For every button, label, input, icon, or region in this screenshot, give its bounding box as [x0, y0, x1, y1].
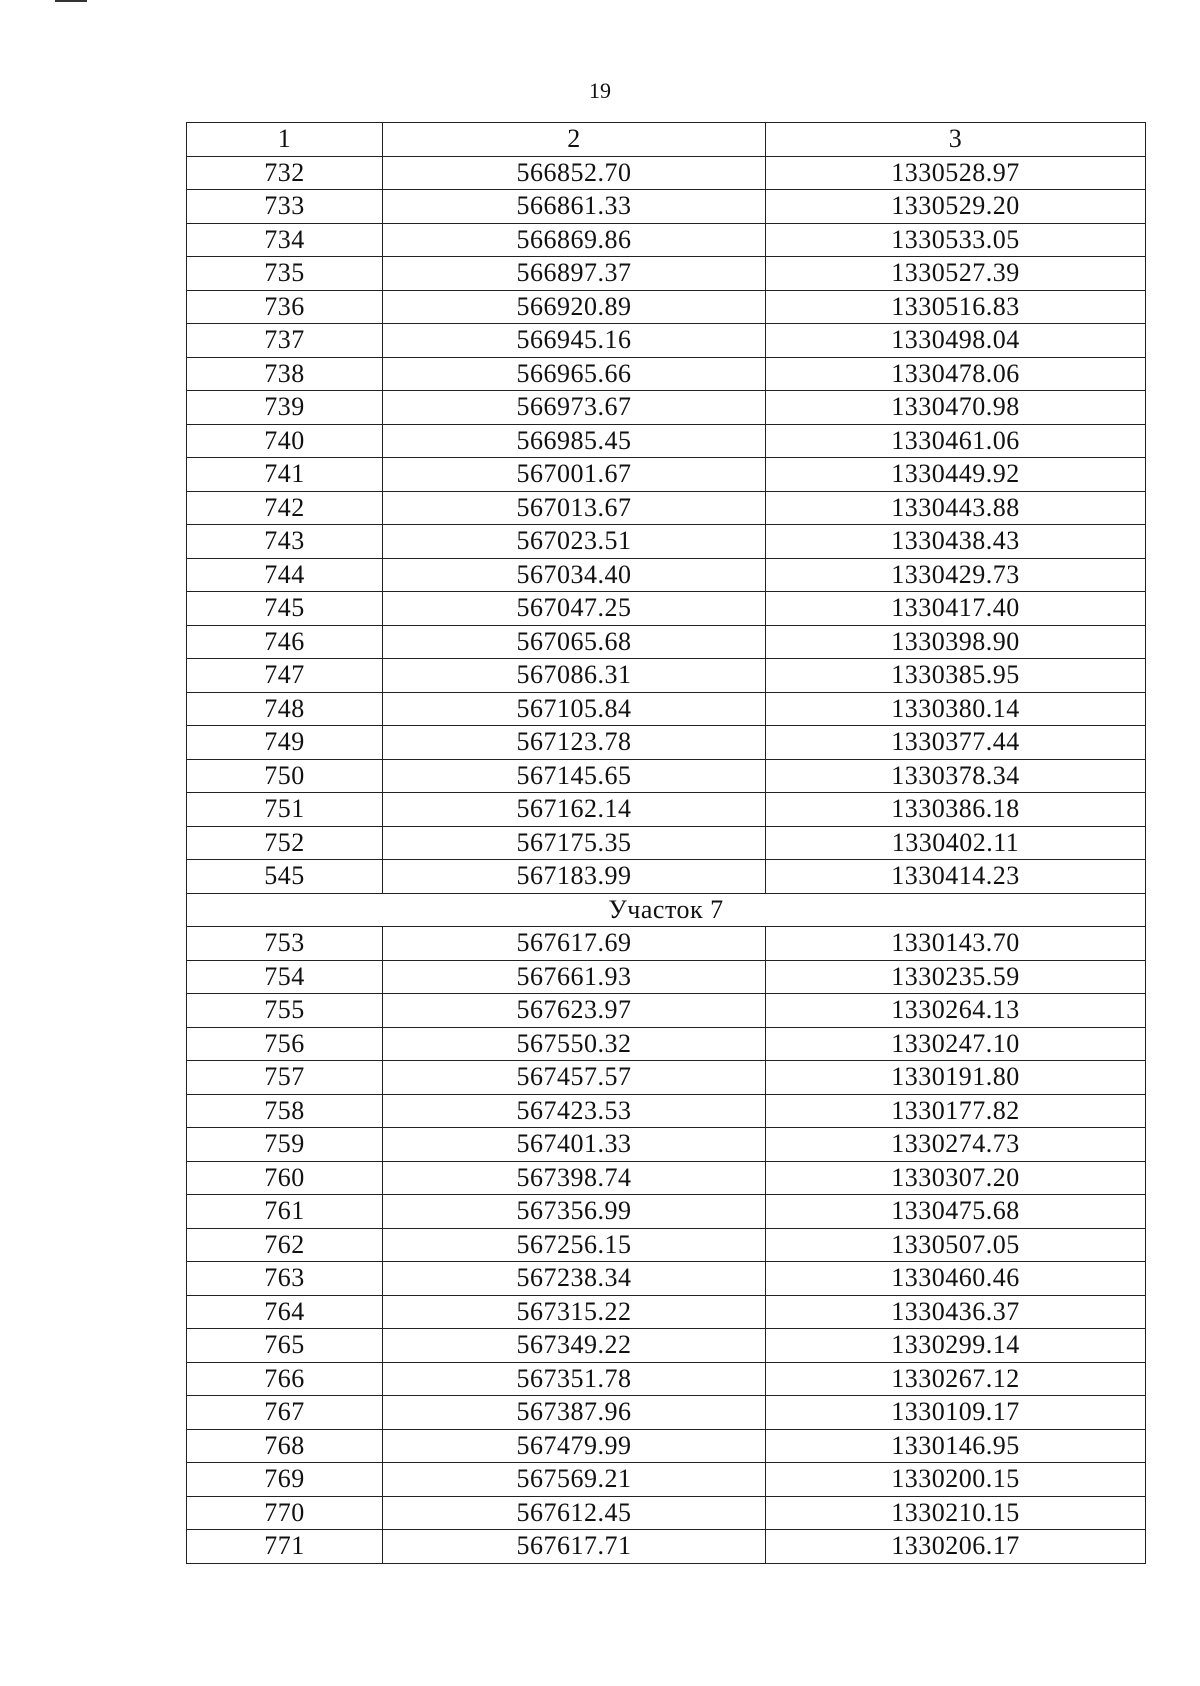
x-coordinate-cell: 567569.21 [383, 1463, 766, 1497]
x-coordinate-cell: 566861.33 [383, 190, 766, 224]
point-number-cell: 766 [187, 1362, 383, 1396]
point-number-cell: 759 [187, 1128, 383, 1162]
point-number-cell: 770 [187, 1496, 383, 1530]
header-row [187, 123, 1146, 157]
y-coordinate-cell: 1330299.14 [766, 1329, 1146, 1363]
table-row [187, 1362, 1146, 1396]
point-number-cell: 752 [187, 826, 383, 860]
table-row [187, 1295, 1146, 1329]
table-row [187, 491, 1146, 525]
table-row [187, 960, 1146, 994]
y-coordinate-cell: 1330377.44 [766, 726, 1146, 760]
point-number-cell: 762 [187, 1228, 383, 1262]
point-number-cell: 733 [187, 190, 383, 224]
y-coordinate-cell: 1330200.15 [766, 1463, 1146, 1497]
point-number-cell: 746 [187, 625, 383, 659]
point-number-cell: 737 [187, 324, 383, 358]
y-coordinate-cell: 1330143.70 [766, 927, 1146, 961]
y-coordinate-cell: 1330414.23 [766, 860, 1146, 894]
point-number-cell: 747 [187, 659, 383, 693]
y-coordinate-cell: 1330449.92 [766, 458, 1146, 492]
x-coordinate-cell: 567047.25 [383, 592, 766, 626]
x-coordinate-cell: 567086.31 [383, 659, 766, 693]
x-coordinate-cell: 567034.40 [383, 558, 766, 592]
table-row [187, 994, 1146, 1028]
x-coordinate-cell: 566965.66 [383, 357, 766, 391]
point-number-cell: 745 [187, 592, 383, 626]
y-coordinate-cell: 1330516.83 [766, 290, 1146, 324]
y-coordinate-cell: 1330378.34 [766, 759, 1146, 793]
x-coordinate-cell: 567001.67 [383, 458, 766, 492]
point-number-cell: 771 [187, 1530, 383, 1564]
section-title-row [187, 893, 1146, 927]
x-coordinate-cell: 567387.96 [383, 1396, 766, 1430]
y-coordinate-cell: 1330386.18 [766, 793, 1146, 827]
x-coordinate-cell: 567612.45 [383, 1496, 766, 1530]
y-coordinate-cell: 1330498.04 [766, 324, 1146, 358]
y-coordinate-cell: 1330436.37 [766, 1295, 1146, 1329]
table-row [187, 1228, 1146, 1262]
header-cell-2: 2 [383, 123, 766, 157]
x-coordinate-cell: 567356.99 [383, 1195, 766, 1229]
y-coordinate-cell: 1330443.88 [766, 491, 1146, 525]
x-coordinate-cell: 567238.34 [383, 1262, 766, 1296]
y-coordinate-cell: 1330210.15 [766, 1496, 1146, 1530]
x-coordinate-cell: 567183.99 [383, 860, 766, 894]
y-coordinate-cell: 1330475.68 [766, 1195, 1146, 1229]
y-coordinate-cell: 1330402.11 [766, 826, 1146, 860]
point-number-cell: 758 [187, 1094, 383, 1128]
y-coordinate-cell: 1330460.46 [766, 1262, 1146, 1296]
table-row [187, 1094, 1146, 1128]
point-number-cell: 757 [187, 1061, 383, 1095]
x-coordinate-cell: 566945.16 [383, 324, 766, 358]
x-coordinate-cell: 567617.69 [383, 927, 766, 961]
table-row [187, 1262, 1146, 1296]
y-coordinate-cell: 1330109.17 [766, 1396, 1146, 1430]
table-row [187, 1329, 1146, 1363]
y-coordinate-cell: 1330206.17 [766, 1530, 1146, 1564]
table-row [187, 726, 1146, 760]
x-coordinate-cell: 567398.74 [383, 1161, 766, 1195]
point-number-cell: 754 [187, 960, 383, 994]
x-coordinate-cell: 567550.32 [383, 1027, 766, 1061]
point-number-cell: 545 [187, 860, 383, 894]
table-row [187, 391, 1146, 425]
y-coordinate-cell: 1330267.12 [766, 1362, 1146, 1396]
table-row [187, 1128, 1146, 1162]
y-coordinate-cell: 1330264.13 [766, 994, 1146, 1028]
point-number-cell: 734 [187, 223, 383, 257]
table-row [187, 860, 1146, 894]
x-coordinate-cell: 566985.45 [383, 424, 766, 458]
point-number-cell: 763 [187, 1262, 383, 1296]
point-number-cell: 743 [187, 525, 383, 559]
x-coordinate-cell: 566869.86 [383, 223, 766, 257]
point-number-cell: 742 [187, 491, 383, 525]
y-coordinate-cell: 1330380.14 [766, 692, 1146, 726]
point-number-cell: 739 [187, 391, 383, 425]
x-coordinate-cell: 567123.78 [383, 726, 766, 760]
table-row [187, 1396, 1146, 1430]
point-number-cell: 736 [187, 290, 383, 324]
table-row [187, 290, 1146, 324]
table-row [187, 759, 1146, 793]
point-number-cell: 767 [187, 1396, 383, 1430]
point-number-cell: 765 [187, 1329, 383, 1363]
point-number-cell: 732 [187, 156, 383, 190]
y-coordinate-cell: 1330191.80 [766, 1061, 1146, 1095]
table-row [187, 1530, 1146, 1564]
point-number-cell: 768 [187, 1429, 383, 1463]
x-coordinate-cell: 567256.15 [383, 1228, 766, 1262]
x-coordinate-cell: 567023.51 [383, 525, 766, 559]
x-coordinate-cell: 567175.35 [383, 826, 766, 860]
x-coordinate-cell: 567162.14 [383, 793, 766, 827]
y-coordinate-cell: 1330247.10 [766, 1027, 1146, 1061]
y-coordinate-cell: 1330177.82 [766, 1094, 1146, 1128]
x-coordinate-cell: 567423.53 [383, 1094, 766, 1128]
point-number-cell: 755 [187, 994, 383, 1028]
x-coordinate-cell: 567623.97 [383, 994, 766, 1028]
header-cell-3: 3 [766, 123, 1146, 157]
table-row [187, 692, 1146, 726]
y-coordinate-cell: 1330429.73 [766, 558, 1146, 592]
x-coordinate-cell: 566852.70 [383, 156, 766, 190]
y-coordinate-cell: 1330307.20 [766, 1161, 1146, 1195]
point-number-cell: 756 [187, 1027, 383, 1061]
point-number-cell: 738 [187, 357, 383, 391]
x-coordinate-cell: 567351.78 [383, 1362, 766, 1396]
point-number-cell: 760 [187, 1161, 383, 1195]
header-cell-1: 1 [187, 123, 383, 157]
table-row [187, 1429, 1146, 1463]
point-number-cell: 751 [187, 793, 383, 827]
coordinates-table [186, 122, 1146, 1564]
table-row [187, 223, 1146, 257]
section-title: Участок 7 [187, 893, 1146, 927]
x-coordinate-cell: 567457.57 [383, 1061, 766, 1095]
point-number-cell: 750 [187, 759, 383, 793]
y-coordinate-cell: 1330470.98 [766, 391, 1146, 425]
y-coordinate-cell: 1330398.90 [766, 625, 1146, 659]
coordinates-table-body [187, 123, 1146, 1564]
y-coordinate-cell: 1330461.06 [766, 424, 1146, 458]
table-row [187, 625, 1146, 659]
y-coordinate-cell: 1330478.06 [766, 357, 1146, 391]
table-row [187, 156, 1146, 190]
table-row [187, 1195, 1146, 1229]
page-number: 19 [589, 78, 611, 103]
point-number-cell: 748 [187, 692, 383, 726]
x-coordinate-cell: 567065.68 [383, 625, 766, 659]
point-number-cell: 741 [187, 458, 383, 492]
y-coordinate-cell: 1330417.40 [766, 592, 1146, 626]
point-number-cell: 740 [187, 424, 383, 458]
point-number-cell: 749 [187, 726, 383, 760]
table-row [187, 793, 1146, 827]
y-coordinate-cell: 1330528.97 [766, 156, 1146, 190]
table-row [187, 1463, 1146, 1497]
x-coordinate-cell: 567661.93 [383, 960, 766, 994]
table-row [187, 357, 1146, 391]
table-row [187, 424, 1146, 458]
point-number-cell: 753 [187, 927, 383, 961]
point-number-cell: 764 [187, 1295, 383, 1329]
x-coordinate-cell: 567479.99 [383, 1429, 766, 1463]
table-row [187, 525, 1146, 559]
y-coordinate-cell: 1330235.59 [766, 960, 1146, 994]
point-number-cell: 735 [187, 257, 383, 291]
point-number-cell: 744 [187, 558, 383, 592]
x-coordinate-cell: 567401.33 [383, 1128, 766, 1162]
x-coordinate-cell: 567349.22 [383, 1329, 766, 1363]
table-row [187, 826, 1146, 860]
table-row [187, 1027, 1146, 1061]
table-row [187, 190, 1146, 224]
table-row [187, 1061, 1146, 1095]
y-coordinate-cell: 1330274.73 [766, 1128, 1146, 1162]
table-row [187, 558, 1146, 592]
table-row [187, 659, 1146, 693]
y-coordinate-cell: 1330533.05 [766, 223, 1146, 257]
corner-mark [55, 0, 87, 2]
x-coordinate-cell: 566973.67 [383, 391, 766, 425]
table-row [187, 257, 1146, 291]
y-coordinate-cell: 1330438.43 [766, 525, 1146, 559]
x-coordinate-cell: 566920.89 [383, 290, 766, 324]
table-row [187, 1161, 1146, 1195]
x-coordinate-cell: 567145.65 [383, 759, 766, 793]
table-row [187, 592, 1146, 626]
point-number-cell: 769 [187, 1463, 383, 1497]
x-coordinate-cell: 567013.67 [383, 491, 766, 525]
y-coordinate-cell: 1330385.95 [766, 659, 1146, 693]
table-row [187, 1496, 1146, 1530]
x-coordinate-cell: 567105.84 [383, 692, 766, 726]
y-coordinate-cell: 1330507.05 [766, 1228, 1146, 1262]
x-coordinate-cell: 566897.37 [383, 257, 766, 291]
y-coordinate-cell: 1330146.95 [766, 1429, 1146, 1463]
table-row [187, 324, 1146, 358]
point-number-cell: 761 [187, 1195, 383, 1229]
table-row [187, 927, 1146, 961]
x-coordinate-cell: 567315.22 [383, 1295, 766, 1329]
y-coordinate-cell: 1330529.20 [766, 190, 1146, 224]
y-coordinate-cell: 1330527.39 [766, 257, 1146, 291]
x-coordinate-cell: 567617.71 [383, 1530, 766, 1564]
table-row [187, 458, 1146, 492]
